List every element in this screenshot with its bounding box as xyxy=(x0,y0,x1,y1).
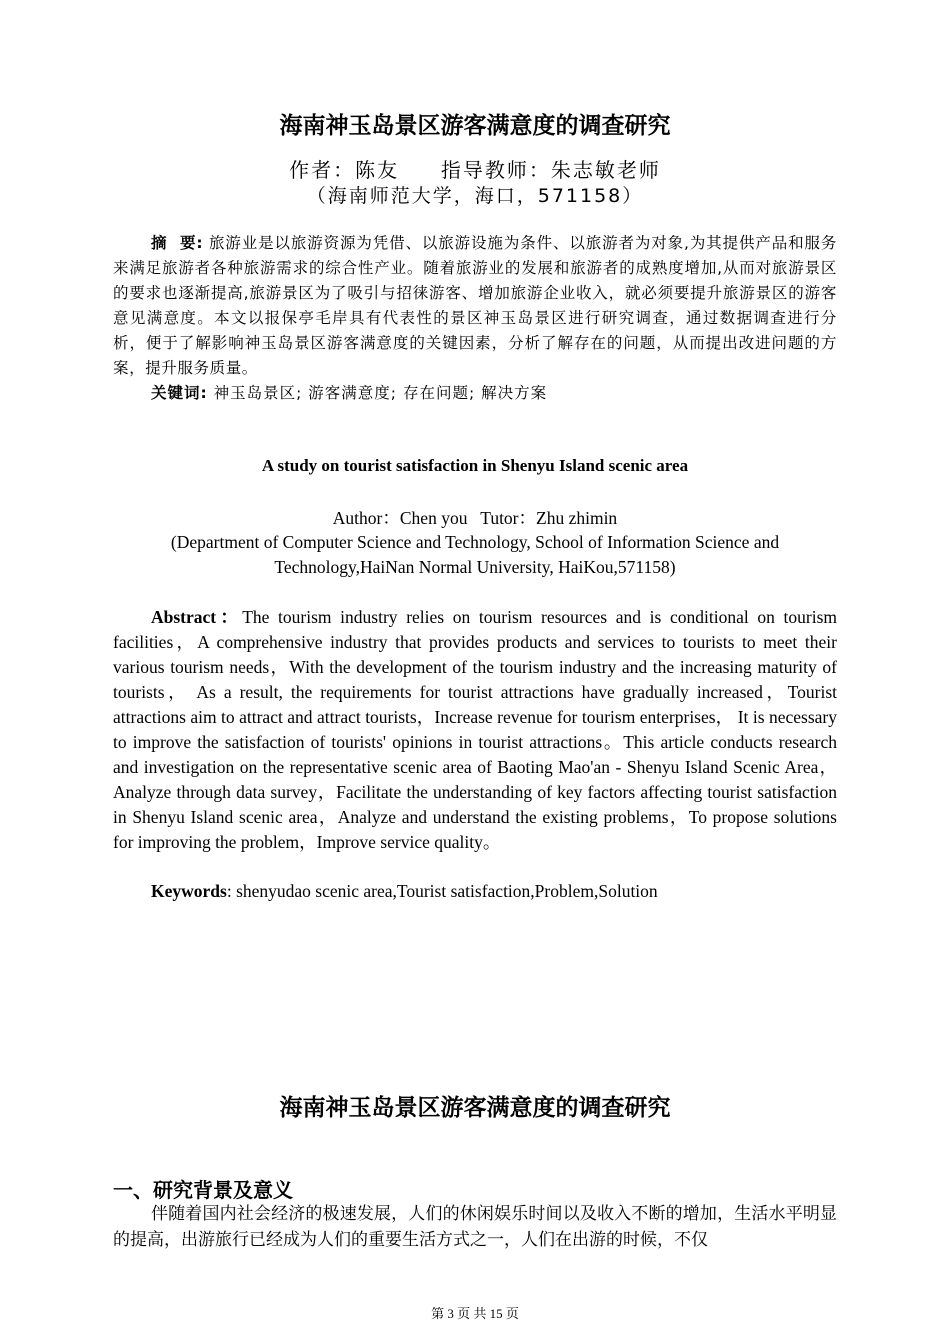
chinese-affiliation: （海南师范大学，海口，571158） xyxy=(306,185,644,207)
chinese-abstract-label: 摘 要: xyxy=(151,234,204,252)
english-author-line: Author：Chen you Tutor：Zhu zhimin xyxy=(332,508,618,528)
english-affiliation: (Department of Computer Science and Technology, School of Information Science and Technology,HaiNan Normal University, HaiKou,571158) xyxy=(170,532,780,577)
chinese-keywords-text: 神玉岛景区; 游客满意度; 存在问题; 解决方案 xyxy=(213,384,548,402)
body-title: 海南神玉岛景区游客满意度的调查研究 xyxy=(279,1095,671,1121)
section-paragraph: 伴随着国内社会经济的极速发展，人们的休闲娱乐时间以及收入不断的增加，生活水平明显的提高，出游旅行已经成为人们的重要生活方式之一，人们在出游的时候，不仅 xyxy=(113,1204,837,1250)
english-abstract-text: The tourism industry relies on tourism resources and is conditional on tourism facilities，A comprehensive industry that provides products and services to tourists to meet their various tourism needs，With the development of the tourism industry and the increasing maturity of tourists， As a result, the requirements for tourist attractions have gradually increased，Tourist attractions aim to attract and attract tourists，Increase revenue for tourism enterprises， It is necessary to improve the satisfaction of tourists' opinions in tourist attractions。This article conducts research and investigation on the representative scenic area of Baoting Mao'an - Shenyu Island Scenic Area，Analyze through data survey，Facilitate the understanding of key factors affecting tourist satisfaction in Shenyu Island scenic area，Analyze and understand the existing problems，To propose solutions for improving the problem，Improve service quality。 xyxy=(113,607,838,852)
chinese-title: 海南神玉岛景区游客满意度的调查研究 xyxy=(279,113,671,139)
english-abstract-label: Abstract： xyxy=(151,607,243,627)
chinese-abstract-text: 旅游业是以旅游资源为凭借、以旅游设施为条件、以旅游者为对象,为其提供产品和服务来满足旅游者各种旅游需求的综合性产业。随着旅游业的发展和旅游者的成熟度增加,从而对旅游景区的要求也逐渐提高,旅游景区为了吸引与招徕游客、增加旅游企业收入，就必须要提升旅游景区的游客意见满意度。本文以报保亭毛岸具有代表性的景区神玉岛景区进行研究调查，通过数据调查进行分析，便于了解影响神玉岛景区游客满意度的关键因素，分析了解存在的问题，从而提出改进问题的方案，提升服务质量。 xyxy=(113,234,837,377)
english-keywords xyxy=(113,879,875,904)
chinese-keywords xyxy=(113,381,875,406)
english-abstract xyxy=(113,605,837,855)
english-keywords-text: : shenyudao scenic area,Tourist satisfaction,Problem,Solution xyxy=(226,881,658,901)
english-keywords-label: Keywords xyxy=(151,881,227,901)
page-footer: 第 3 页 共 15 页 xyxy=(431,1306,519,1321)
english-title: A study on tourist satisfaction in Shenyu Island scenic area xyxy=(261,456,689,475)
chinese-abstract xyxy=(113,231,837,381)
chinese-keywords-label: 关键词: xyxy=(151,384,208,402)
chinese-author-line: 作者：陈友 指导教师：朱志敏老师 xyxy=(289,158,661,182)
section-heading: 一、研究背景及意义 xyxy=(113,1178,293,1202)
